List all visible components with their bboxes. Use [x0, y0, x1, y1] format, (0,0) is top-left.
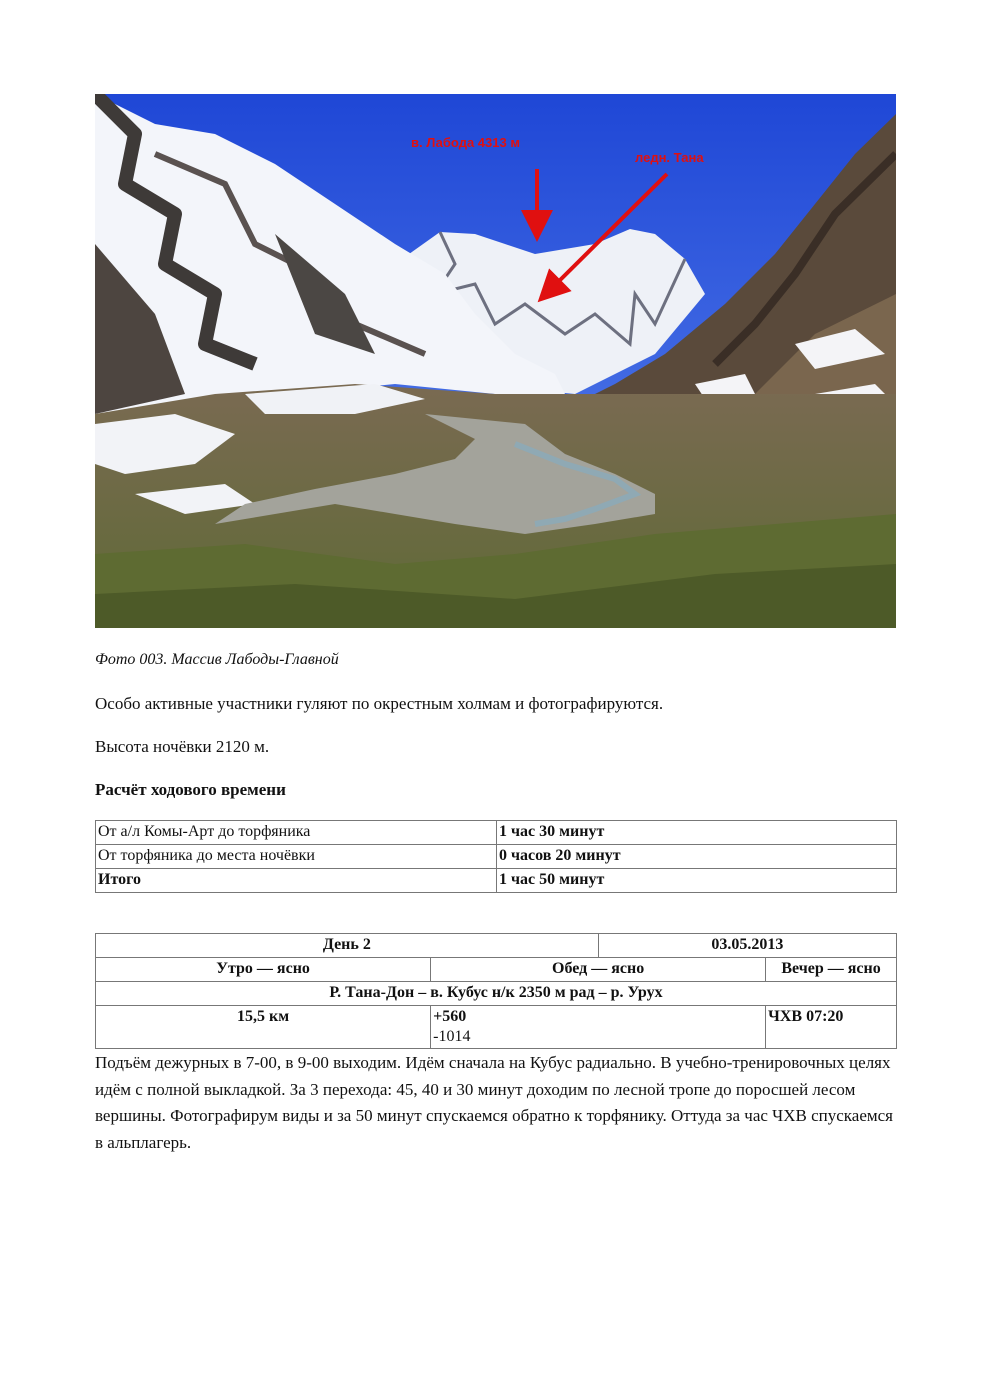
table-row: [96, 869, 897, 893]
table-row: [96, 1006, 897, 1049]
mountain-illustration: [95, 94, 896, 628]
route-cell: Р. Тана-Дон – в. Кубус н/к 2350 м рад – р. Урух: [96, 982, 897, 1006]
day-date: 03.05.2013: [598, 934, 896, 958]
elevation-cell: [431, 1006, 766, 1049]
segment-cell: От а/л Комы-Арт до торфяника: [96, 821, 497, 845]
table-row: [96, 845, 897, 869]
segment-cell: Итого: [96, 869, 497, 893]
time-cell: 1 час 50 минут: [497, 869, 897, 893]
mountain-photo: [95, 94, 896, 628]
chkhv-cell: ЧХВ 07:20: [766, 1006, 897, 1049]
photo-caption: Фото 003. Массив Лабоды-Главной: [95, 651, 339, 668]
table-row: [96, 821, 897, 845]
distance-cell: 15,5 км: [96, 1006, 431, 1049]
glacier-annotation: ледн. Тана: [635, 150, 704, 165]
timing-table: [95, 820, 897, 893]
day-description: Подъём дежурных в 7-00, в 9-00 выходим. Идём сначала на Кубус радиально. В учебно-тренировочных целях идём с полной выкладкой. За 3 перехода: 45, 40 и 30 минут доходим по лесной тропе до поросшей лесом вершины. Фотографирум виды и за 50 минут спускаемся обратно к торфянику. Оттуда за час ЧХВ спускаемся в альплагерь.: [95, 1053, 893, 1152]
timing-heading: Расчёт ходового времени: [95, 780, 286, 799]
weather-morning: Утро — ясно: [96, 958, 431, 982]
day-table: [95, 933, 897, 1049]
table-row: [96, 982, 897, 1006]
time-cell: 1 час 30 минут: [497, 821, 897, 845]
paragraph-participants: Особо активные участники гуляют по окрестным холмам и фотографируются.: [95, 694, 664, 713]
time-cell: 0 часов 20 минут: [497, 845, 897, 869]
table-row: [96, 958, 897, 982]
segment-cell: От торфяника до места ночёвки: [96, 845, 497, 869]
table-row: [96, 934, 897, 958]
ascent-value: +560: [433, 1008, 467, 1025]
descent-value: -1014: [433, 1028, 471, 1045]
peak-annotation: в. Лабода 4313 м: [411, 135, 520, 150]
weather-evening: Вечер — ясно: [766, 958, 897, 982]
paragraph-altitude: Высота ночёвки 2120 м.: [95, 737, 270, 756]
weather-noon: Обед — ясно: [431, 958, 766, 982]
day-label: День 2: [96, 934, 599, 958]
